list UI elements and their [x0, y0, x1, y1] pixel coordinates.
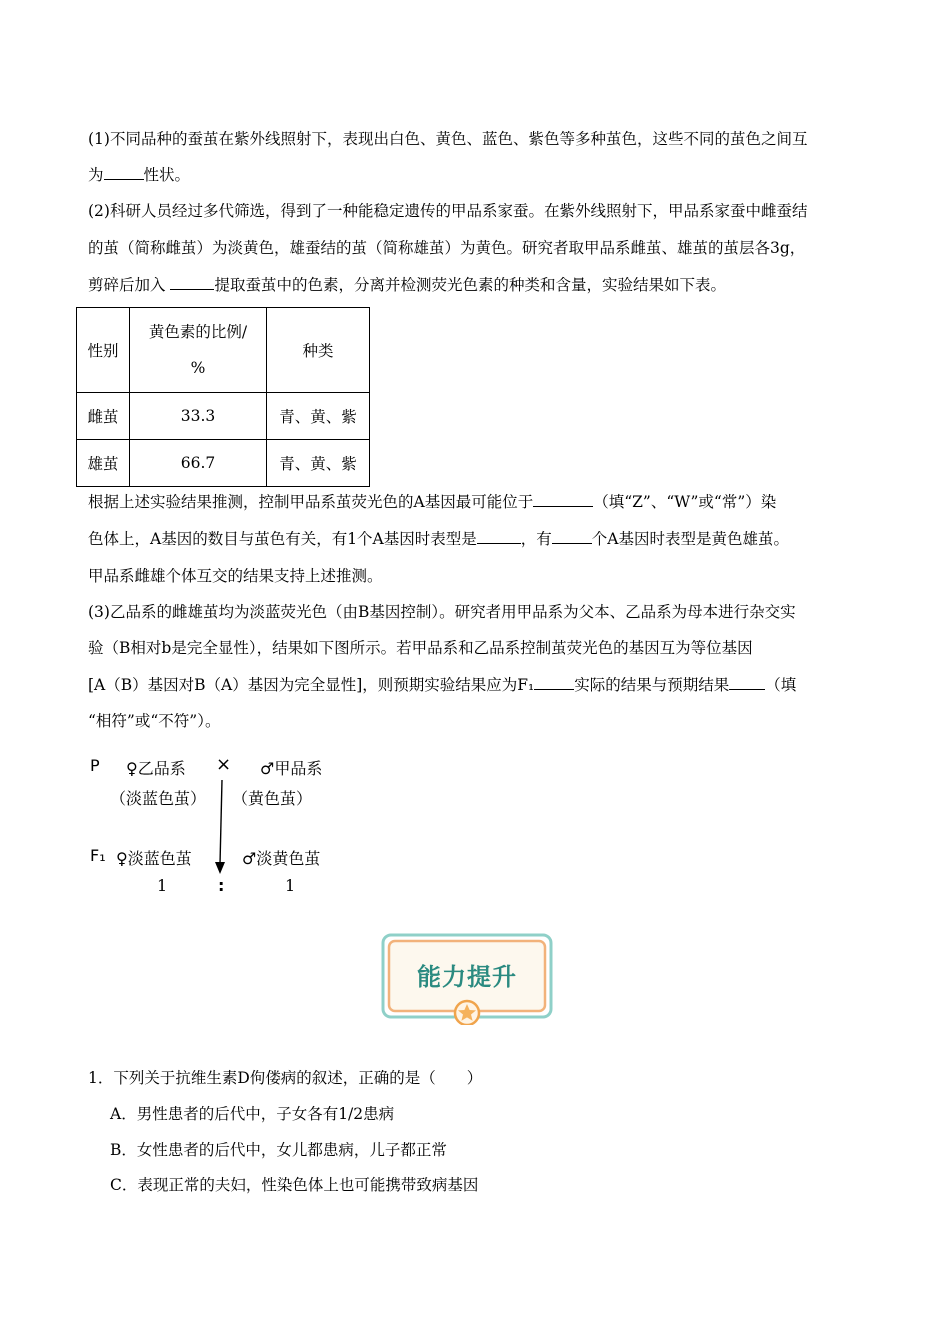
male-parent-phenotype: （黄色茧）: [232, 789, 313, 808]
part3-line3-a: [A（B）基因对B（A）基因为完全显性]，则预期实验结果应为F₁: [88, 676, 535, 694]
male-parent: ♂甲品系: [260, 759, 323, 778]
cell-kinds: 青、黄、紫: [267, 393, 370, 440]
part3-line2: 验（B相对b是完全显性），结果如下图所示。若甲品系和乙品系控制茧荧光色的基因互为等位基因: [88, 639, 753, 657]
f1-label: F₁: [90, 846, 106, 865]
header-kinds: 种类: [267, 308, 370, 393]
table-row: [77, 440, 370, 487]
female-parent-phenotype: （淡蓝色茧）: [110, 789, 207, 808]
answer-blank-4[interactable]: [477, 529, 521, 544]
header-sex: 性别: [77, 308, 130, 393]
part3-line4: “相符”或“不符”）。: [88, 712, 221, 730]
f1-female: ♀淡蓝色茧: [116, 849, 192, 868]
header-ratio-unit: %: [190, 359, 206, 377]
cross-p-label: P: [90, 756, 100, 775]
answer-blank-5[interactable]: [552, 529, 592, 544]
inference-line2-a: 色体上，A基因的数目与茧色有关，有1个A基因时表型是: [88, 530, 477, 548]
cell-ratio: 33.3: [130, 393, 267, 440]
cross-arrow: [212, 778, 232, 876]
option-c[interactable]: C．表现正常的夫妇，性染色体上也可能携带致病基因: [110, 1176, 479, 1194]
part3-line1: (3)乙品系的雌雄茧均为淡蓝荧光色（由B基因控制）。研究者用甲品系为父本、乙品系为母本进行杂交实: [88, 603, 796, 621]
part3-line3-c: （填: [765, 676, 797, 694]
header-ratio-text: 黄色素的比例/: [148, 323, 248, 341]
part2-line3-start: 剪碎后加入: [88, 276, 171, 294]
cross-symbol: ×: [216, 754, 232, 775]
part2-line2: 的茧（简称雌茧）为淡黄色，雄蚕结的茧（简称雄茧）为黄色。研究者取甲品系雌茧、雄茧的茧层各3g，: [88, 239, 806, 257]
female-parent: ♀乙品系: [126, 759, 186, 778]
ratio-colon: :: [218, 876, 225, 895]
table-header-row: [77, 308, 370, 393]
part1-line1: (1)不同品种的蚕茧在紫外线照射下，表现出白色、黄色、蓝色、紫色等多种茧色，这些不同的茧色之间互: [88, 130, 808, 148]
part3-line3-b: 实际的结果与预期结果: [574, 676, 730, 694]
answer-blank-7[interactable]: [729, 675, 765, 690]
results-table: [76, 307, 370, 487]
part2-line3: [88, 275, 726, 295]
inference-line1-start: 根据上述实验结果推测，控制甲品系茧荧光色的A基因最可能位于: [88, 493, 534, 511]
inference-line1: [88, 492, 776, 512]
badge-text: 能力提升: [417, 963, 517, 991]
answer-blank-3[interactable]: [533, 492, 593, 507]
answer-blank-1[interactable]: [104, 165, 144, 180]
answer-blank-2[interactable]: [170, 275, 214, 290]
header-ratio: [130, 308, 267, 393]
inference-line3: 甲品系雌雄个体互交的结果支持上述推测。: [88, 567, 383, 585]
answer-blank-6[interactable]: [534, 675, 574, 690]
part2-line3-end: 提取蚕茧中的色素，分离并检测荧光色素的种类和含量，实验结果如下表。: [214, 276, 726, 294]
part1-line2-end: 性状。: [143, 166, 191, 184]
table-row: [77, 393, 370, 440]
cell-kinds: 青、黄、紫: [267, 440, 370, 487]
part1-line2: [88, 165, 190, 185]
ratio-left: 1: [157, 876, 168, 895]
question-1-stem: 1．下列关于抗维生素D佝偻病的叙述，正确的是（ ）: [88, 1069, 483, 1087]
part3-line3: [88, 675, 796, 695]
ratio-right: 1: [285, 876, 296, 895]
cell-sex: 雄茧: [77, 440, 130, 487]
inference-line1-end: （填“Z”、“W”或“常”）染: [593, 493, 777, 511]
part1-line2-start: 为: [88, 166, 104, 184]
f1-male: ♂淡黄色茧: [242, 849, 321, 868]
option-b[interactable]: B．女性患者的后代中，女儿都患病，儿子都正常: [110, 1141, 447, 1159]
option-a[interactable]: A．男性患者的后代中，子女各有1/2患病: [110, 1105, 395, 1123]
inference-line2-c: 个A基因时表型是黄色雄茧。: [591, 530, 789, 548]
part2-line1: (2)科研人员经过多代筛选，得到了一种能稳定遗传的甲品系家蚕。在紫外线照射下，甲品系家蚕中雌蚕结: [88, 202, 808, 220]
ability-badge: [381, 933, 553, 1025]
inference-line2-b: ，有: [520, 530, 552, 548]
cell-sex: 雌茧: [77, 393, 130, 440]
cell-ratio: 66.7: [130, 440, 267, 487]
inference-line2: [88, 529, 789, 549]
